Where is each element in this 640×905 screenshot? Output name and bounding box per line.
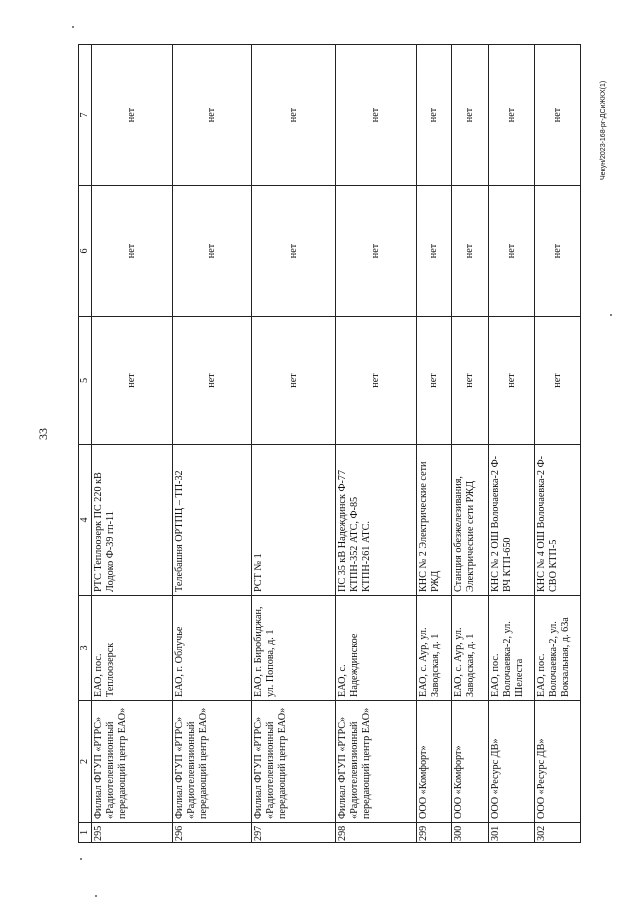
- owner-cell: Филиал ФГУП «РТРС» «Радиотелевизионный передающий центр ЕАО»: [252, 701, 336, 823]
- object-cell: КНС № 4 ОШ Волочаевка-2 Ф-СВО КТП-5: [535, 445, 581, 596]
- address-cell: ЕАО, пос. Волочаевка-2, ул. Вокзальная, д. 63а: [535, 596, 581, 701]
- table-row: [452, 45, 489, 843]
- facilities-table: [78, 44, 581, 843]
- table-row: [173, 45, 252, 843]
- object-cell: ПС 35 кВ Надеждинск Ф-77 КТПН-352 АТС, Ф-85 КТПН-261 АТС.: [336, 445, 417, 596]
- row-number: 298: [336, 823, 417, 843]
- object-cell: Телебашня ОРТПЦ – ТП-32: [173, 445, 252, 596]
- col6-cell: нет: [489, 186, 535, 317]
- row-number: 301: [489, 823, 535, 843]
- col7-cell: нет: [173, 45, 252, 186]
- col-header-1: 1: [79, 823, 92, 843]
- header-row: [79, 45, 92, 843]
- col6-cell: нет: [252, 186, 336, 317]
- owner-cell: ООО «Комфорт»: [417, 701, 452, 823]
- address-cell: ЕАО, с. Аур, ул. Заводская, д. 1: [417, 596, 452, 701]
- owner-cell: ООО «Ресурс ДВ»: [489, 701, 535, 823]
- address-cell: ЕАО, с. Надеждинское: [336, 596, 417, 701]
- col6-cell: нет: [92, 186, 173, 317]
- col7-cell: нет: [535, 45, 581, 186]
- col-header-7: 7: [79, 45, 92, 186]
- address-cell: ЕАО, с. Аур, ул. Заводская, д. 1: [452, 596, 489, 701]
- col-header-5: 5: [79, 317, 92, 445]
- address-cell: ЕАО, г. Биробиджан, ул. Попова, д. 1: [252, 596, 336, 701]
- row-number: 299: [417, 823, 452, 843]
- address-cell: ЕАО, пос. Волочаевка-2, ул. Шелеста: [489, 596, 535, 701]
- col6-cell: нет: [173, 186, 252, 317]
- col6-cell: нет: [535, 186, 581, 317]
- col6-cell: нет: [336, 186, 417, 317]
- row-number: 300: [452, 823, 489, 843]
- col6-cell: нет: [452, 186, 489, 317]
- col-header-3: 3: [79, 596, 92, 701]
- table-row: [489, 45, 535, 843]
- row-number: 302: [535, 823, 581, 843]
- page-number: 33: [36, 428, 50, 440]
- row-number: 297: [252, 823, 336, 843]
- col7-cell: нет: [489, 45, 535, 186]
- col5-cell: нет: [489, 317, 535, 445]
- col-header-4: 4: [79, 445, 92, 596]
- col5-cell: нет: [535, 317, 581, 445]
- scan-speck: [95, 895, 97, 897]
- owner-cell: Филиал ФГУП «РТРС» «Радиотелевизионный передающий центр ЕАО»: [336, 701, 417, 823]
- object-cell: РСТ № 1: [252, 445, 336, 596]
- table-row: [92, 45, 173, 843]
- scan-speck: [72, 26, 74, 28]
- col7-cell: нет: [92, 45, 173, 186]
- col5-cell: нет: [252, 317, 336, 445]
- col7-cell: нет: [417, 45, 452, 186]
- owner-cell: ООО «Комфорт»: [452, 701, 489, 823]
- scan-speck: [610, 314, 612, 316]
- table-row: [417, 45, 452, 843]
- address-cell: ЕАО, г. Облучье: [173, 596, 252, 701]
- document-footer-code: Чекун/2023-168-рг-ДСиЖКХ(1): [600, 80, 607, 180]
- table-row: [535, 45, 581, 843]
- col7-cell: нет: [336, 45, 417, 186]
- col5-cell: нет: [417, 317, 452, 445]
- owner-cell: ООО «Ресурс ДВ»: [535, 701, 581, 823]
- object-cell: КНС № 2 Электрические сети РЖД: [417, 445, 452, 596]
- col5-cell: нет: [173, 317, 252, 445]
- col5-cell: нет: [92, 317, 173, 445]
- col5-cell: нет: [336, 317, 417, 445]
- object-cell: Станция обезжелезивания, Электрические сети РЖД: [452, 445, 489, 596]
- row-number: 296: [173, 823, 252, 843]
- col6-cell: нет: [417, 186, 452, 317]
- rotated-table-wrapper: [78, 45, 581, 843]
- owner-cell: Филиал ФГУП «РТРС» «Радиотелевизионный передающий центр ЕАО»: [92, 701, 173, 823]
- object-cell: РТС Теплоозерк ПС 220 кВ Лодоко Ф-39 гп-11: [92, 445, 173, 596]
- col7-cell: нет: [252, 45, 336, 186]
- address-cell: ЕАО, пос. Теплоозерск: [92, 596, 173, 701]
- row-number: 295: [92, 823, 173, 843]
- table-row: [252, 45, 336, 843]
- col-header-6: 6: [79, 186, 92, 317]
- object-cell: КНС № 2 ОШ Волочаевка-2 Ф-ВЧ КТП-650: [489, 445, 535, 596]
- scan-speck: [80, 858, 82, 860]
- col-header-2: 2: [79, 701, 92, 823]
- owner-cell: Филиал ФГУП «РТРС» «Радиотелевизионный передающий центр ЕАО»: [173, 701, 252, 823]
- col5-cell: нет: [452, 317, 489, 445]
- col7-cell: нет: [452, 45, 489, 186]
- table-row: [336, 45, 417, 843]
